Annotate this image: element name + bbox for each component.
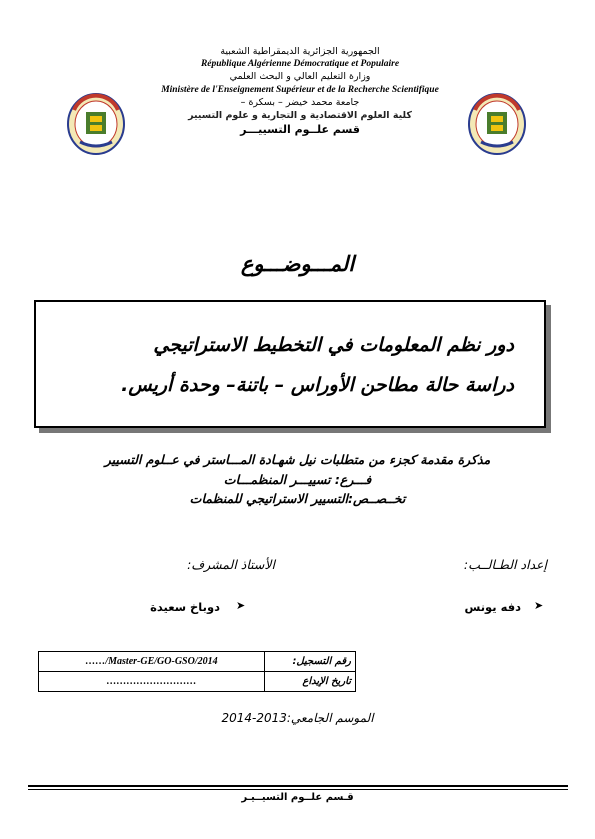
arrow-bullet-icon: ➤ — [534, 599, 544, 612]
memo-specialty: تخــصــص:التسيير الاستراتيجي للمنظمات — [189, 491, 406, 506]
thesis-title-box — [34, 300, 546, 428]
deposit-date-label: تاريخ الإيداع — [265, 672, 356, 692]
registration-number-label: رقم التسجيل: — [265, 652, 356, 672]
registration-number-value: ……/Master-GE/GO-GSO/2014 — [39, 652, 265, 672]
supervisor-label: الأستاذ المشرف: — [187, 557, 275, 572]
table-row — [39, 652, 356, 672]
header-ministry-ar: وزارة التعليم العالي و البحث العلمي — [229, 71, 371, 82]
memo-branch: فـــرع: تسييـــر المنظمـــات — [223, 472, 372, 487]
university-crest-icon — [66, 92, 126, 156]
header-university: جامعة محمد خيضر – بسكرة – — [240, 97, 360, 108]
header-republic-fr: République Algérienne Démocratique et Populaire — [200, 59, 400, 69]
table-row — [39, 672, 356, 692]
student-name: دفه يونس — [464, 600, 521, 614]
footer-rule-thin — [28, 789, 568, 790]
student-label: إعداد الطـالــب: — [463, 557, 547, 572]
header-republic-ar: الجمهورية الجزائرية الديمقراطية الشعبية — [220, 46, 380, 57]
deposit-date-value: ……………………… — [39, 672, 265, 692]
header-department: قسم علــوم التسييـــر — [240, 123, 360, 136]
footer-department: قـسم علــوم التسيــيـر — [241, 792, 354, 803]
academic-season: الموسم الجامعي:2013-2014 — [221, 711, 374, 725]
supervisor-name: دوباخ سعيدة — [150, 600, 220, 614]
thesis-title: دور نظم المعلومات في التخطيط الاستراتيجي — [153, 334, 514, 356]
footer-rule-thick — [28, 785, 568, 787]
thesis-subtitle: دراسة حالة مطاحن الأوراس – باتنة– وحدة أريس. — [121, 374, 514, 396]
university-crest-icon — [467, 92, 527, 156]
subject-heading: المـــوضـــوع — [240, 252, 355, 276]
memo-description: مذكرة مقدمة كجزء من متطلبات نيل شهـادة المـــاستر في عــلوم التسيير — [104, 452, 491, 467]
header-faculty: كلية العلوم الاقتصادية و التجارية و علوم التسيير — [188, 110, 412, 121]
registration-table — [38, 651, 356, 692]
arrow-bullet-icon: ➤ — [236, 599, 246, 612]
header-ministry-fr: Ministère de l'Enseignement Supérieur et de la Recherche Scientifique — [161, 85, 439, 95]
